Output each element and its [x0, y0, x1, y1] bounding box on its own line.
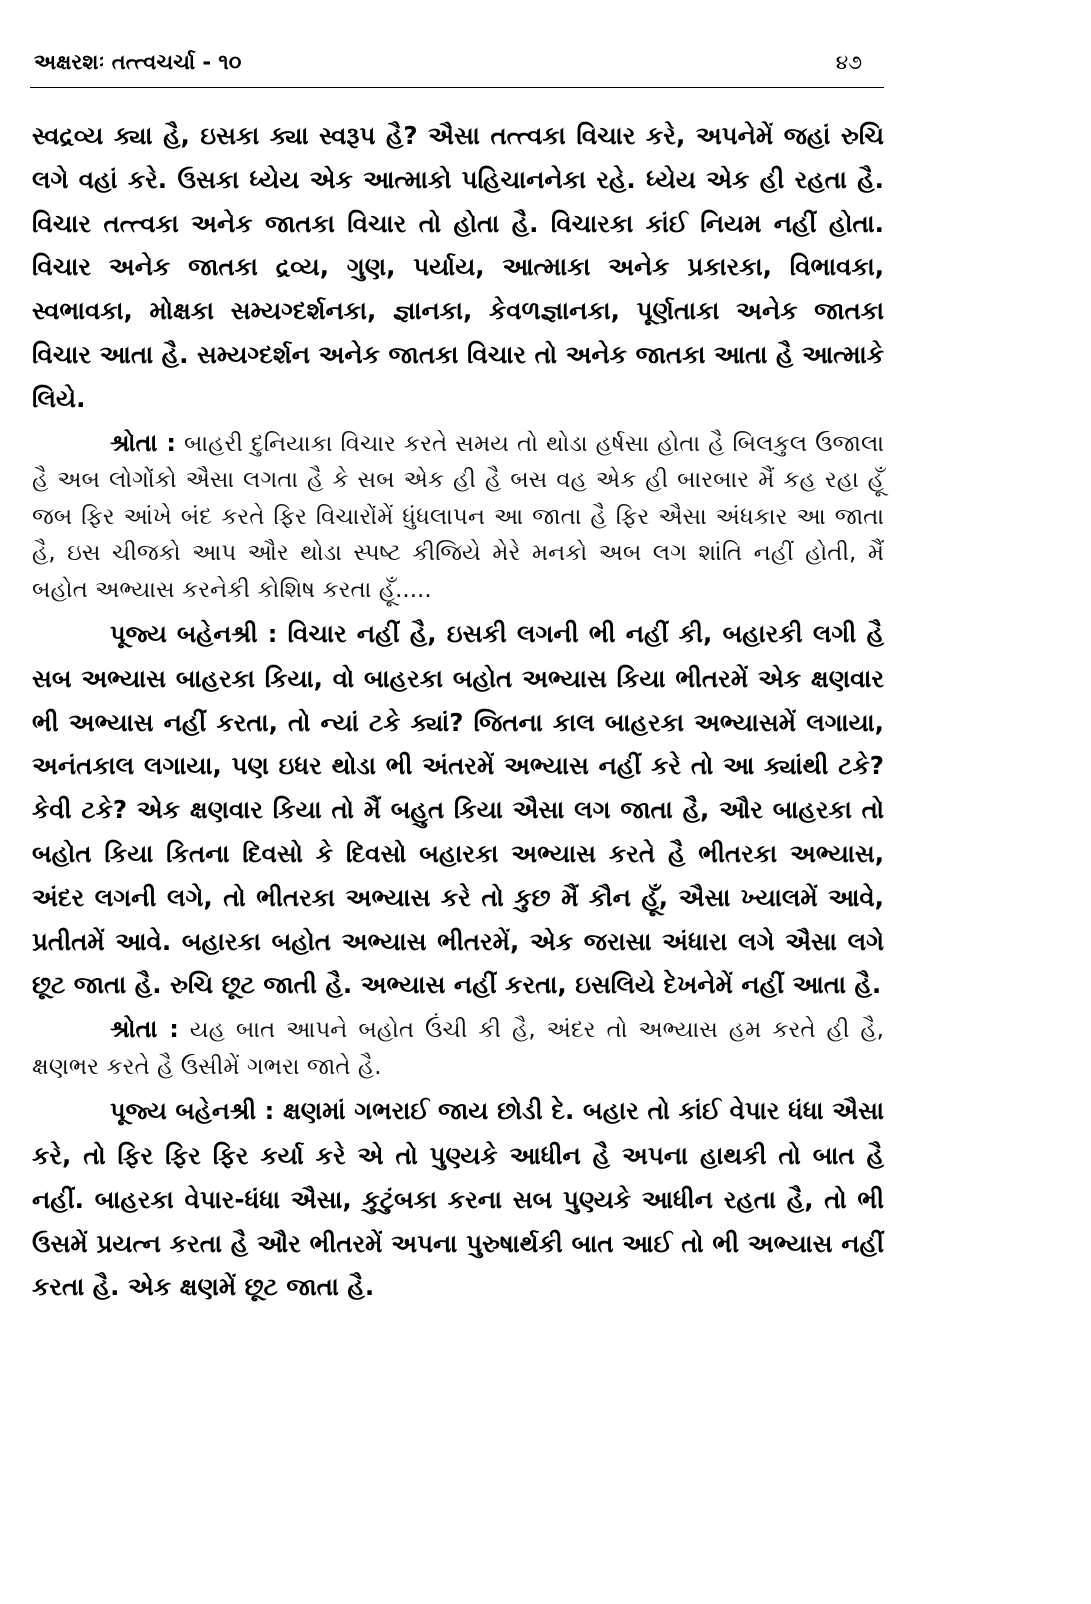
- speaker-label: શ્રોતા :: [110, 428, 176, 457]
- paragraph-text: ક્ષણમાં ગભરાઈ જાય છોડી દે. બહાર તો કાંઈ વેપાર ધંધા ઐસા કરે, તો ફિર ફિર ફિર કર્યા કરે એ તો પુણ્યકે આધીન હૈ અપના હાથકી તો બાત હૈ નહીં. બાહરકા વેપાર-ધંધા ઐસા, કુટુંબકા કરના સબ પુણ્યકે આધીન રહતા હૈ, તો ભી ઉસમેં પ્રયત્ન કરતા હૈ ઔર ભીતરમેં અપના પુરુષાર્થકી બાત આઈ તો ભી અભ્યાસ નહીં કરતા હૈ. એક ક્ષણમેં છૂટ જાતા હૈ.: [32, 1096, 884, 1302]
- page-number: ૪૭: [835, 50, 862, 74]
- paragraph-text: વિચાર નહીં હૈ, ઇસકી લગની ભી નહીં કી, બહારકી લગી હૈ સબ અભ્યાસ બાહરકા કિયા, વો બાહરકા બહોત અભ્યાસ કિયા ભીતરમેં એક ક્ષણવાર ભી અભ્યાસ નહીં કરતા, તો ન્યાં ટકે ક્યાં? જિતના કાલ બાહરકા અભ્યાસમેં લગાયા, અનંતકાલ લગાયા, પણ ઇધર થોડા ભી અંતરમેં અભ્યાસ નહીં કરે તો આ ક્યાંથી ટકે? કેવી ટકે? એક ક્ષણવાર કિયા તો મૈં બહુત કિયા ઐસા લગ જાતા હૈ, ઔર બાહરકા તો બહોત કિયા કિતના દિવસો કે દિવસો બહારકા અભ્યાસ કરતે હૈ ભીતરકા અભ્યાસ, અંદર લગની લગે, તો ભીતરકા અભ્યાસ કરે તો કુછ મૈં કૌન હૂઁ, ઐસા ખ્યાલમેં આવે, પ્રતીતમેં આવે. બહારકા બહોત અભ્યાસ ભીતરમેં, એક જરાસા અંધારા લગે ઐસા લગે છૂટ જાતા હૈ. રુચિ છૂટ જાતી હૈ. અભ્યાસ નહીં કરતા, ઇસલિયે દેખનેમેં નહીં આતા હૈ.: [32, 619, 884, 1000]
- speaker-label: પૂજ્ય બહેનશ્રી :: [110, 620, 278, 649]
- paragraph-text: સ્વદ્રવ્ય ક્યા હૈ, ઇસકા ક્યા સ્વરૂપ હૈ? ઐસા તત્ત્વકા વિચાર કરે, અપનેમેં જહાં રુચિ લગે વહાં કરે. ઉસકા ધ્યેય એક આત્માકો પહિચાનનેકા રહે. ધ્યેય એક હી રહતા હૈ. વિચાર તત્ત્વકા અનેક જાતકા વિચાર તો હોતા હૈ. વિચારકા કાંઈ નિયમ નહીં હોતા. વિચાર અનેક જાતકા દ્રવ્ય, ગુણ, પર્યાય, આત્માકા અનેક પ્રકારકા, વિભાવકા, સ્વભાવકા, મોક્ષકા સમ્યગ્દર્શનકા, જ્ઞાનકા, કેવળજ્ઞાનકા, પૂર્ણતાકા અનેક જાતકા વિચાર આતા હૈ. સમ્યગ્દર્શન અનેક જાતકા વિચાર તો અનેક જાતકા આતા હૈ આત્માકે લિયે.: [32, 121, 884, 413]
- speaker-label: પૂજ્ય બહેનશ્રી :: [110, 1097, 275, 1126]
- paragraph-listener-question: [32, 425, 884, 609]
- paragraph-bahenshri-answer: [32, 612, 884, 1007]
- paragraph-intro: [32, 114, 884, 421]
- speaker-label: શ્રોતા :: [110, 1015, 179, 1044]
- running-header: [34, 44, 876, 84]
- paragraph-listener-question: [32, 1011, 884, 1085]
- paragraph-text: બાહરી દુનિયાકા વિચાર કરતે સમય તો થોડા હર્ષસા હોતા હૈ બિલકુલ ઉજાલા હૈ અબ લોગોંકો ઐસા લગતા હૈ કે સબ એક હી હૈ બસ વહ એક હી બારબાર મૈં કહ રહા હૂઁ જબ ફિર આંખે બંદ કરતે ફિર વિચારોંમેં ધુંધલાપન આ જાતા હૈ ફિર ઐસા અંધકાર આ જાતા હૈ, ઇસ ચીજકો આપ ઔર થોડા સ્પષ્ટ કીજિયે મેરે મનકો અબ લગ શાંતિ નહીં હોતી, મૈં બહોત અભ્યાસ કરનેકી કોશિષ કરતા હૂઁ.....: [32, 430, 885, 603]
- header-divider: [30, 87, 884, 88]
- paragraph-text: યહ બાત આપને બહોત ઉંચી કી હૈ, અંદર તો અભ્યાસ હમ કરતે હી હૈ, ક્ષણભર કરતે હૈ ઉસીમેં ગભરા જાતે હૈ.: [32, 1017, 884, 1080]
- running-title: અક્ષરશઃ તત્ત્વચર્ચા - ૧૦: [34, 50, 242, 74]
- page-body: [32, 114, 884, 1309]
- paragraph-bahenshri-answer: [32, 1089, 884, 1309]
